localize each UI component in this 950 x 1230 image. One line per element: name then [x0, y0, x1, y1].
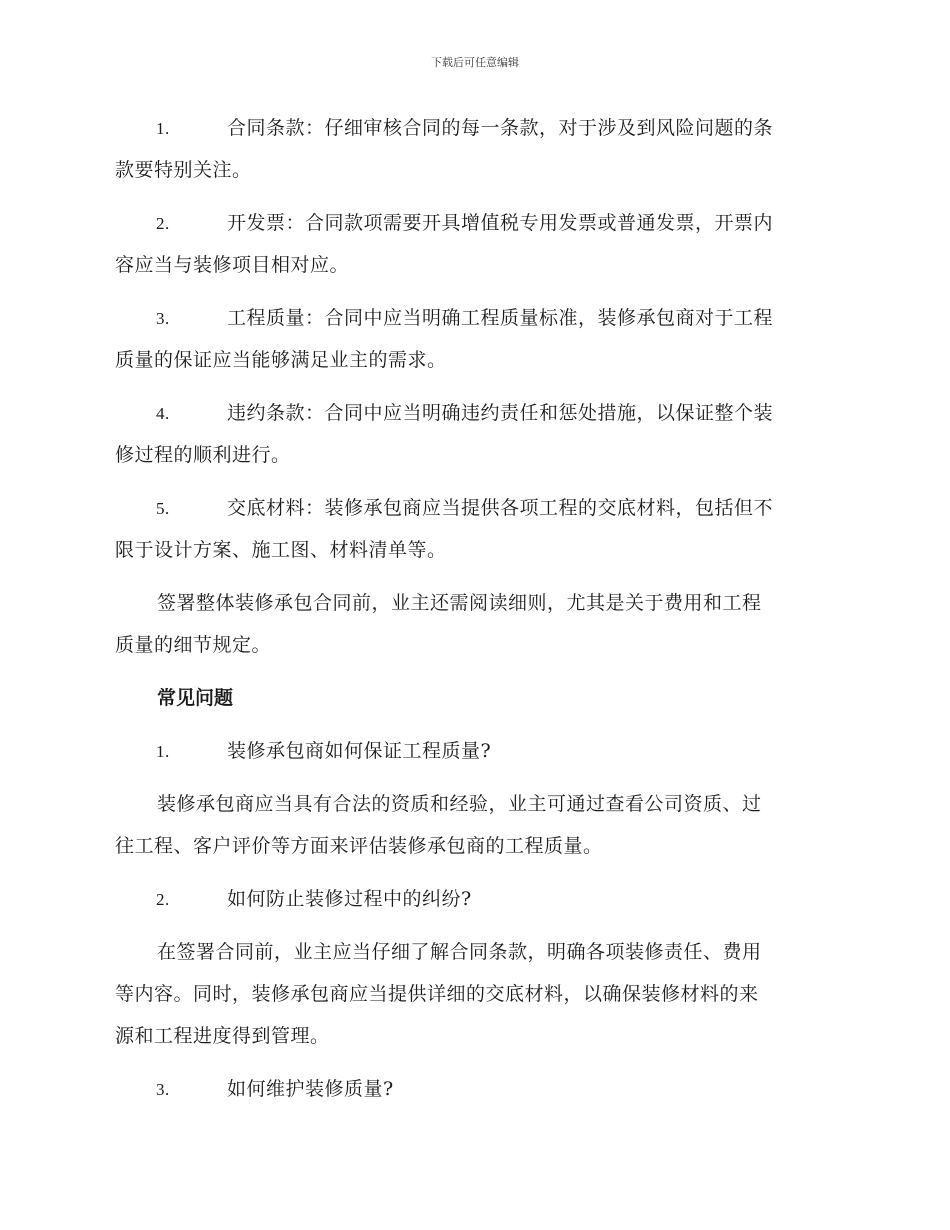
- item-text: 合同条款：仔细审核合同的每一条款，对于涉及到风险问题的条: [227, 117, 774, 139]
- paragraph-line: 签署整体装修承包合同前，业主还需阅读细则，尤其是关于费用和工程: [157, 592, 762, 614]
- faq-question: [115, 1068, 835, 1110]
- question-number: 2.: [156, 890, 170, 909]
- item-number: 1.: [156, 119, 170, 138]
- item-text: 交底材料：装修承包商应当提供各项工程的交底材料，包括但不: [227, 497, 774, 519]
- item-text: 开发票：合同款项需要开具增值税专用发票或普通发票，开票内: [227, 212, 774, 234]
- item-text-continued: 款要特别关注。: [115, 159, 252, 181]
- list-item: [115, 202, 835, 286]
- item-text-continued: 质量的保证应当能够满足业主的需求。: [115, 349, 447, 371]
- item-text: 违约条款：合同中应当明确违约责任和惩处措施，以保证整个装: [227, 402, 774, 424]
- answer-line: 等内容。同时，装修承包商应当提供详细的交底材料，以确保装修材料的来: [115, 983, 759, 1005]
- question-number: 1.: [156, 742, 170, 761]
- item-number: 3.: [156, 309, 170, 328]
- item-number: 5.: [156, 499, 170, 518]
- faq-answer: [115, 931, 835, 1057]
- section-heading: 常见问题: [157, 687, 234, 709]
- answer-line: 往工程、客户评价等方面来评估装修承包商的工程质量。: [115, 835, 603, 857]
- list-item: [115, 107, 835, 191]
- page-header: 下载后可任意编辑: [431, 56, 519, 69]
- paragraph-line: 质量的细节规定。: [115, 634, 272, 656]
- item-text-continued: 限于设计方案、施工图、材料清单等。: [115, 539, 447, 561]
- faq-question: [115, 878, 835, 920]
- question-number: 3.: [156, 1080, 170, 1099]
- answer-line: 在签署合同前，业主应当仔细了解合同条款，明确各项装修责任、费用: [157, 941, 762, 963]
- faq-question: [115, 730, 835, 772]
- item-text-continued: 修过程的顺利进行。: [115, 444, 291, 466]
- item-text: 工程质量：合同中应当明确工程质量标准，装修承包商对于工程: [227, 307, 774, 329]
- question-text: 如何维护装修质量?: [227, 1078, 394, 1100]
- list-item: [115, 297, 835, 381]
- question-text: 如何防止装修过程中的纠纷?: [227, 888, 472, 910]
- list-item: [115, 392, 835, 476]
- item-number: 4.: [156, 404, 170, 423]
- faq-answer: [115, 783, 835, 867]
- document-body: [115, 107, 835, 1110]
- question-text: 装修承包商如何保证工程质量?: [227, 740, 492, 762]
- answer-line: 装修承包商应当具有合法的资质和经验，业主可通过查看公司资质、过: [157, 793, 762, 815]
- item-text-continued: 容应当与装修项目相对应。: [115, 254, 350, 276]
- answer-line: 源和工程进度得到管理。: [115, 1025, 330, 1047]
- list-item: [115, 487, 835, 571]
- closing-paragraph: [115, 582, 835, 666]
- item-number: 2.: [156, 214, 170, 233]
